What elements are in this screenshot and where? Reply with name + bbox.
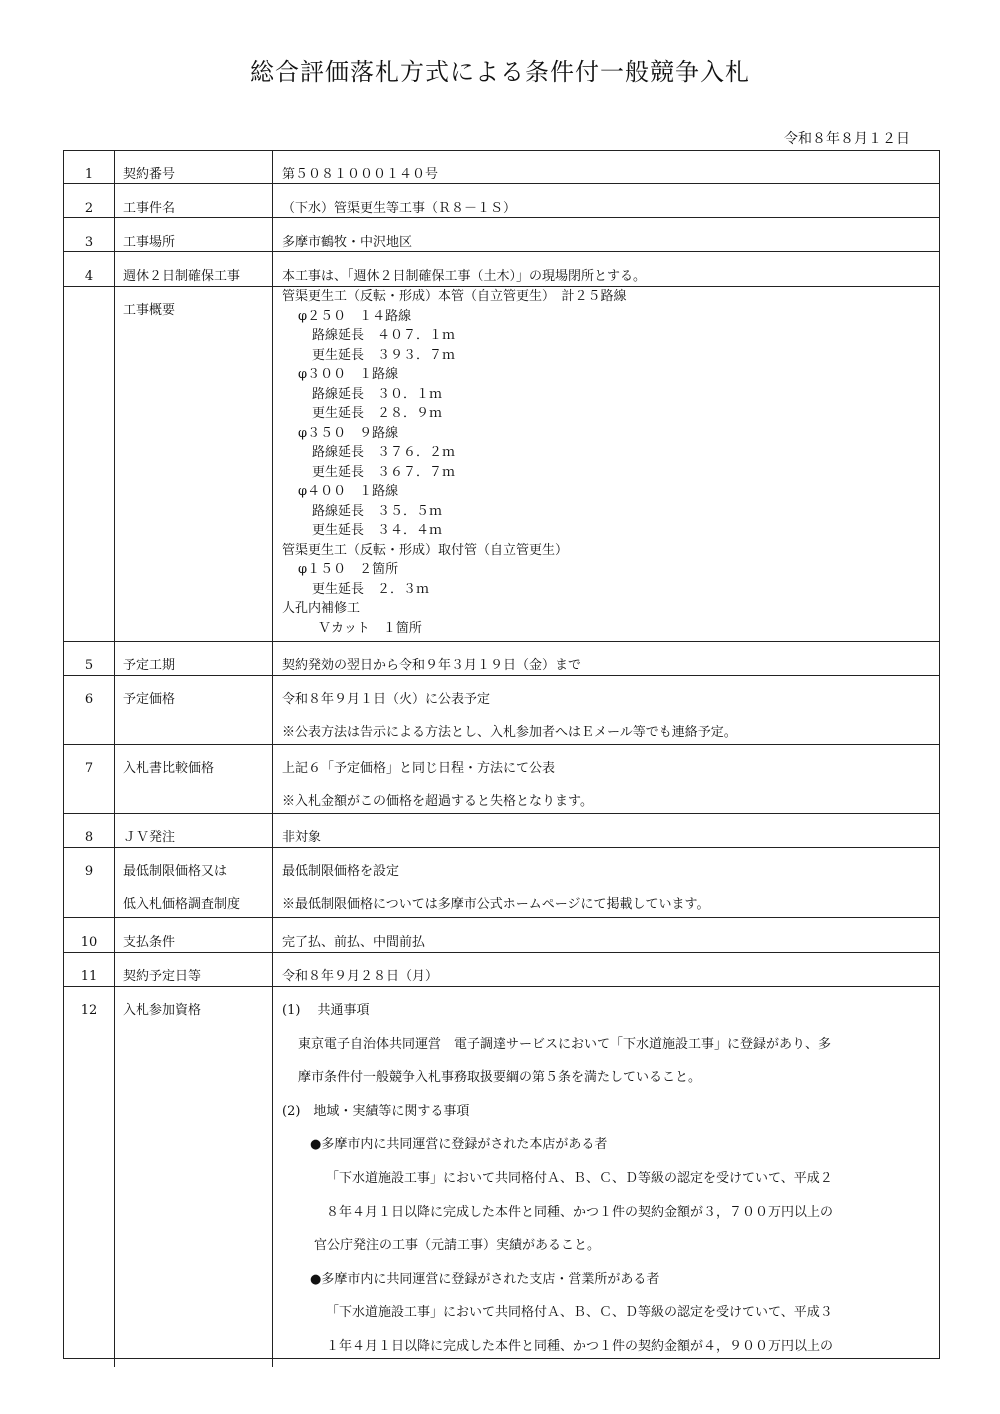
table-row — [64, 151, 939, 184]
summary-line: 更生延長 ２．３ｍ — [312, 581, 430, 597]
table-row — [64, 814, 939, 848]
row-number: 6 — [64, 676, 115, 744]
row-number: 7 — [64, 745, 115, 813]
row-number: 3 — [64, 218, 115, 253]
row-number: 2 — [64, 184, 115, 219]
summary-line: 管渠更生工（反転・形成）本管（自立管更生） 計２５路線 — [282, 289, 627, 304]
table-row — [64, 918, 939, 953]
table-row — [64, 987, 939, 1358]
row-value: 本工事は、「週休２日制確保工事（土木）」の現場閉所とする。 — [282, 269, 647, 284]
qual-line: ●多摩市内に共同運営に登録がされた支店・営業所がある者 — [310, 1271, 660, 1287]
row-value — [273, 848, 939, 917]
label-line: 最低制限価格又は — [123, 864, 228, 879]
row-label: 予定工期 — [115, 642, 273, 676]
summary-line: φ１５０ ２箇所 — [298, 562, 399, 577]
summary-line: φ３５０ ９路線 — [298, 425, 399, 441]
table-row — [64, 184, 939, 218]
summary-line: φ４００ １路線 — [298, 484, 399, 499]
row-label: 工事件名 — [115, 184, 273, 219]
row-label: 支払条件 — [115, 918, 273, 953]
qual-line: (2) 地域・実績等に関する事項 — [282, 1103, 470, 1119]
summary-line: 路線延長 ４０７．１ｍ — [312, 328, 456, 343]
document-title: 総合評価落札方式による条件付一般競争入札 — [250, 58, 750, 86]
comparison-price-note: ※入札金額がこの価格を超過すると失格となります。 — [282, 794, 593, 809]
row-number: 12 — [64, 987, 115, 1367]
qual-line: ●多摩市内に共同運営に登録がされた本店がある者 — [310, 1137, 608, 1153]
row-label: 工事概要 — [115, 287, 273, 641]
row-label: ＪＶ発注 — [115, 814, 273, 848]
row-value: 多摩市鶴牧・中沢地区 — [282, 235, 413, 250]
summary-line: 路線延長 ３７６．２ｍ — [312, 445, 456, 460]
row-value — [273, 745, 939, 813]
row-value: 契約発効の翌日から令和９年３月１９日（金）まで — [282, 658, 582, 673]
label-line: 低入札価格調査制度 — [123, 897, 241, 912]
row-value: 非対象 — [282, 830, 322, 845]
qualification-text — [273, 987, 939, 1367]
summary-line: Ｖカット １箇所 — [318, 620, 422, 636]
summary-line: 管渠更生工（反転・形成）取付管（自立管更生） — [282, 542, 569, 558]
summary-line: 更生延長 ２８．９ｍ — [312, 406, 443, 421]
row-value: 第５０８１０００１４０号 — [282, 167, 439, 182]
summary-line: 路線延長 ３０．１ｍ — [312, 386, 443, 402]
summary-line: 更生延長 ３４．４ｍ — [312, 523, 443, 538]
table-row — [64, 953, 939, 987]
price-announcement: 令和８年９月１日（火）に公表予定 — [282, 692, 491, 707]
document-date: 令和８年８月１２日 — [784, 131, 910, 147]
summary-line: φ２５０ １４路線 — [298, 308, 412, 324]
table-row — [64, 745, 939, 814]
summary-line: 更生延長 ３６７．７ｍ — [312, 464, 456, 480]
qual-line: 「下水道施設工事」において共同格付Ａ、Ｂ、Ｃ、Ｄ等級の認定を受けていて、平成２ — [326, 1170, 833, 1186]
summary-line: 更生延長 ３９３．７ｍ — [312, 347, 456, 363]
row-number — [64, 287, 115, 641]
qual-line: 「下水道施設工事」において共同格付Ａ、Ｂ、Ｃ、Ｄ等級の認定を受けていて、平成３ — [326, 1305, 833, 1321]
comparison-price-text: 上記６「予定価格」と同じ日程・方法にて公表 — [282, 761, 556, 776]
table-row — [64, 286, 939, 642]
row-value: （下水）管渠更生等工事（Ｒ８－１Ｓ） — [282, 201, 517, 216]
summary-line: φ３００ １路線 — [298, 367, 399, 382]
row-number: 11 — [64, 953, 115, 987]
qual-line: (1) 共通事項 — [282, 1003, 370, 1018]
table-row — [64, 252, 939, 287]
price-note: ※公表方法は告示による方法とし、入札参加者へはＥメール等でも連絡予定。 — [282, 725, 737, 740]
summary-line: 路線延長 ３５．５ｍ — [312, 503, 443, 519]
row-number: 5 — [64, 642, 115, 676]
qual-line: 東京電子自治体共同運営 電子調達サービスにおいて「下水道施設工事」に登録があり、多 — [298, 1036, 832, 1052]
row-label: 契約番号 — [115, 151, 273, 185]
summary-line: 人孔内補修工 — [282, 601, 361, 616]
row-number: 10 — [64, 918, 115, 953]
row-label: 契約予定日等 — [115, 953, 273, 987]
row-number: 4 — [64, 252, 115, 287]
row-number: 1 — [64, 151, 115, 185]
qual-line: 官公庁発注の工事（元請工事）実績があること。 — [314, 1238, 601, 1254]
row-label — [115, 848, 273, 917]
work-summary — [273, 287, 939, 641]
table-row — [64, 848, 939, 918]
table-row — [64, 642, 939, 676]
table-row — [64, 218, 939, 252]
row-label: 予定価格 — [115, 676, 273, 744]
row-number: 8 — [64, 814, 115, 848]
qual-line: 摩市条件付一般競争入札事務取扱要綱の第５条を満たしていること。 — [298, 1070, 702, 1086]
min-price-note: ※最低制限価格については多摩市公式ホームページにて掲載しています。 — [282, 897, 710, 912]
qual-line: ８年４月１日以降に完成した本件と同種、かつ１件の契約金額が３，７００万円以上の — [326, 1204, 834, 1220]
row-label: 入札書比較価格 — [115, 745, 273, 813]
qual-line: １年４月１日以降に完成した本件と同種、かつ１件の契約金額が４，９００万円以上の — [326, 1338, 834, 1354]
row-value — [273, 676, 939, 744]
row-label: 週休２日制確保工事 — [115, 252, 273, 287]
row-label: 工事場所 — [115, 218, 273, 253]
row-value: 令和８年９月２８日（月） — [282, 969, 439, 984]
bid-info-table — [63, 150, 940, 1359]
min-price-setting: 最低制限価格を設定 — [282, 864, 400, 879]
table-row — [64, 676, 939, 745]
row-number: 9 — [64, 848, 115, 917]
row-label: 入札参加資格 — [115, 987, 273, 1367]
row-value: 完了払、前払、中間前払 — [282, 935, 426, 950]
